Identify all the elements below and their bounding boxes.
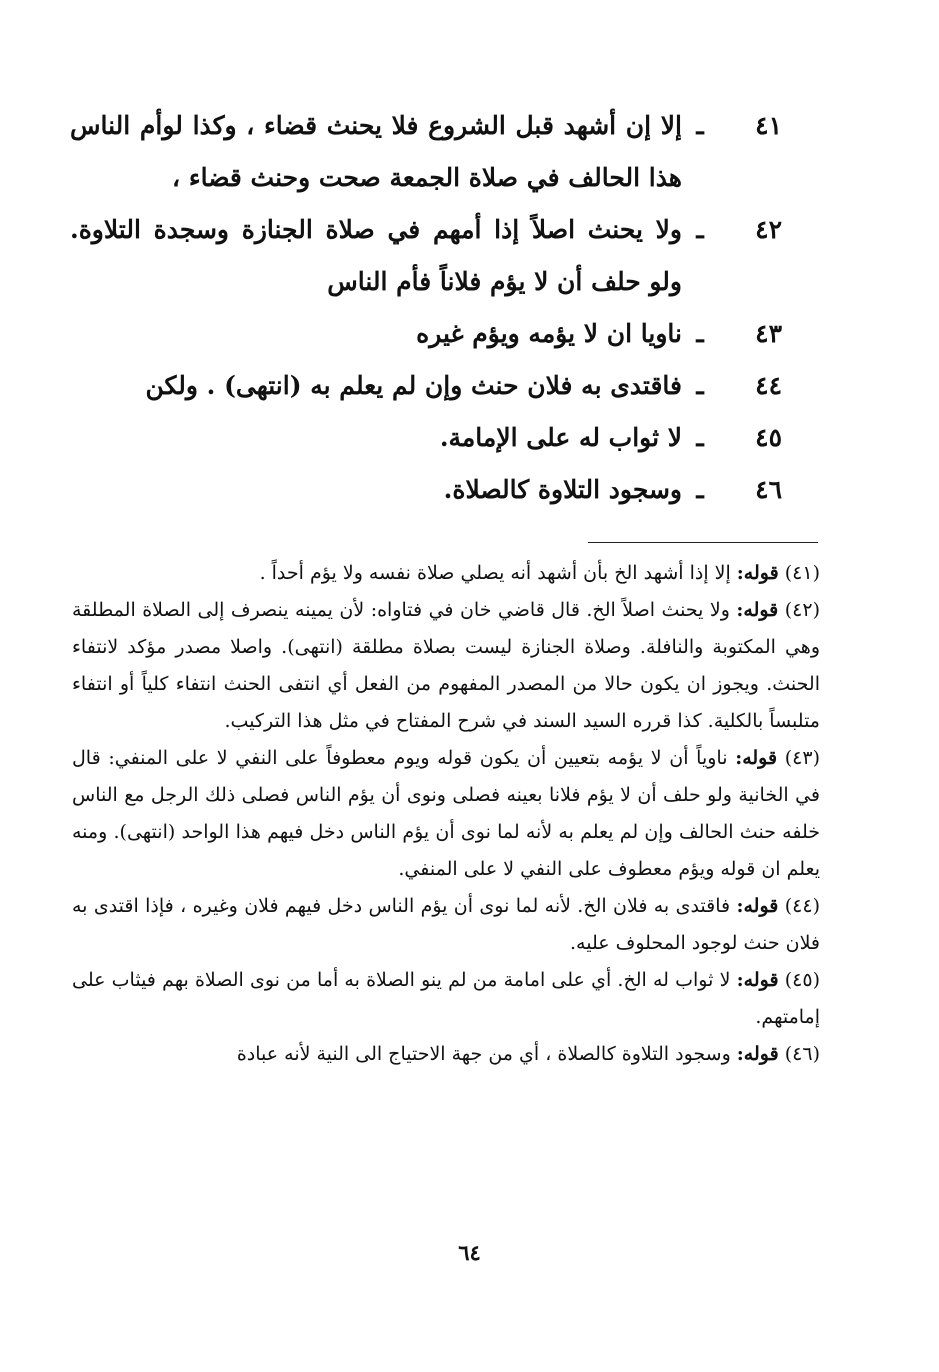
verse-number: ٤١ — [755, 111, 782, 140]
note-text: إلا إذا أشهد الخ بأن أشهد أنه يصلي صلاة نفسه ولا يؤم أحداً . — [259, 562, 731, 584]
note-keyword: قوله: — [736, 969, 779, 991]
verse-number: ٤٢ — [755, 215, 782, 244]
verse-text: لا ثواب له على الإمامة. — [439, 423, 682, 452]
verse-41 — [70, 100, 782, 204]
note-44 — [72, 888, 820, 962]
note-number: (٤٦) — [784, 1043, 820, 1065]
note-keyword: قوله: — [736, 1043, 779, 1065]
verse-number: ٤٣ — [755, 319, 782, 348]
note-keyword: قوله: — [736, 562, 779, 584]
verse-text: فاقتدى به فلان حنث وإن لم يعلم به (انتهى) . ولكن — [145, 371, 682, 400]
note-number: (٤٥) — [784, 969, 821, 991]
footnote-separator — [588, 542, 818, 543]
verse-dash: ـ — [696, 215, 704, 244]
note-45 — [72, 962, 820, 1036]
note-number: (٤٤) — [784, 895, 820, 917]
verse-number: ٤٦ — [755, 475, 782, 504]
verse-dash: ـ — [696, 111, 704, 140]
verse-43 — [70, 308, 782, 360]
note-41 — [72, 555, 820, 592]
verse-number: ٤٥ — [755, 423, 782, 452]
note-42 — [72, 592, 820, 740]
verse-45 — [70, 412, 782, 464]
note-46 — [72, 1036, 820, 1073]
commentary-notes — [72, 555, 820, 1073]
verse-number: ٤٤ — [755, 371, 782, 400]
verse-dash: ـ — [696, 319, 704, 348]
note-keyword: قوله: — [736, 895, 779, 917]
main-verses — [70, 100, 782, 516]
page-number: ٦٤ — [458, 1240, 481, 1265]
note-text: وسجود التلاوة كالصلاة ، أي من جهة الاحتياج الى النية لأنه عبادة — [236, 1043, 731, 1065]
note-text: فاقتدى به فلان الخ. لأنه لما نوى أن يؤم الناس دخل فيهم فلان وغيره ، فإذا اقتدى به فلان حنث لوجود المحلوف عليه. — [72, 895, 820, 954]
note-number: (٤٢) — [784, 599, 821, 621]
note-number: (٤١) — [784, 562, 820, 584]
verse-42 — [70, 204, 782, 308]
note-43 — [72, 740, 820, 888]
verse-text: ناويا ان لا يؤمه ويؤم غيره — [416, 319, 682, 348]
note-number: (٤٣) — [784, 747, 821, 769]
verse-text: إلا إن أشهد قبل الشروع فلا يحنث قضاء ، وكذا لوأم الناس هذا الحالف في صلاة الجمعة صحت وحنث قضاء ، — [70, 111, 682, 192]
verse-dash: ـ — [696, 475, 704, 504]
verse-dash: ـ — [696, 423, 704, 452]
note-keyword: قوله: — [735, 747, 778, 769]
verse-44 — [70, 360, 782, 412]
note-text: ناوياً أن لا يؤمه بتعيين أن يكون قوله ويوم معطوفاً على النفي لا على المنفي: قال في الخانية ولو حلف أن لا يؤم فلانا بعينه فصلى ونوى أن يؤم الناس فصلى ذلك الرجل مع الناس خلفه حنث الحالف وإن لم يعلم به لأنه لما نوى أن يؤم الناس دخل فيهم هذا الواحد (انتهى). ومنه يعلم ان قوله ويؤم معطوف على النفي لا على المنفي. — [72, 747, 820, 880]
verse-46 — [70, 464, 782, 516]
verse-dash: ـ — [696, 371, 704, 400]
verse-text: وسجود التلاوة كالصلاة. — [443, 475, 682, 504]
note-keyword: قوله: — [736, 599, 779, 621]
note-text: ولا يحنث اصلاً الخ. قال قاضي خان في فتاواه: لأن يمينه ينصرف إلى الصلاة المطلقة وهي المكتوبة والنافلة. وصلاة الجنازة ليست بصلاة مطلقة (انتهى). واصلا مصدر مؤكد لانتفاء الحنث. ويجوز ان يكون حالا من المصدر المفهوم من الفعل أي انتفى الحنث انتفاء كلياً أو انتفاء متلبساً بالكلية. كذا قرره السيد السند في شرح المفتاح في مثل هذا التركيب. — [72, 599, 820, 732]
note-text: لا ثواب له الخ. أي على امامة من لم ينو الصلاة به أما من نوى الصلاة بهم فيثاب على إمامتهم. — [72, 969, 820, 1028]
verse-text: ولا يحنث اصلاً إذا أمهم في صلاة الجنازة وسجدة التلاوة. ولو حلف أن لا يؤم فلاناً فأم الناس — [70, 215, 682, 296]
